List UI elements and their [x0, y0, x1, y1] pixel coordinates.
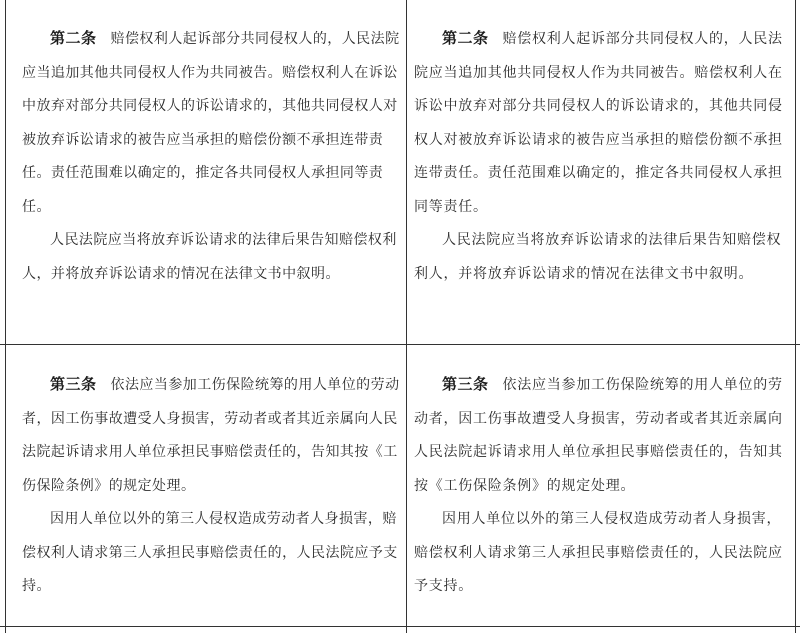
- table-border-left: [5, 0, 6, 633]
- article-paragraph: [22, 503, 400, 604]
- table-border-right: [795, 0, 796, 633]
- article-number: 第三条: [442, 375, 489, 393]
- article-text: 依法应当参加工伤保险统筹的用人单位的劳动者，因工伤事故遭受人身损害，劳动者或者其近亲属向人民法院起诉请求用人单位承担民事赔偿责任的，告知其按《工伤保险条例》的规定处理。: [22, 377, 400, 494]
- article-text: 赔偿权利人起诉部分共同侵权人的，人民法院应当追加其他共同侵权人作为共同被告。赔偿权利人在诉讼中放弃对部分共同侵权人的诉讼请求的，其他共同侵权人对被放弃诉讼请求的被告应当承担的赔偿份额不承担连带责任。责任范围难以确定的，推定各共同侵权人承担同等责任。: [22, 31, 400, 215]
- article-paragraph: [414, 22, 786, 224]
- article-number: 第三条: [50, 375, 97, 393]
- article-paragraph: [22, 368, 400, 503]
- cell-article-2-right: [414, 22, 786, 291]
- article-text: 人民法院应当将放弃诉讼请求的法律后果告知赔偿权利人，并将放弃诉讼请求的情况在法律文书中叙明。: [22, 232, 397, 282]
- table-row-divider-bottom: [0, 626, 800, 627]
- cell-article-2-left: [22, 22, 400, 291]
- article-paragraph: [414, 224, 786, 291]
- article-paragraph: [414, 368, 786, 503]
- article-text: 因用人单位以外的第三人侵权造成劳动者人身损害，赔偿权利人请求第三人承担民事赔偿责任的，人民法院应予支持。: [414, 511, 783, 594]
- table-column-divider: [406, 0, 407, 633]
- article-paragraph: [414, 503, 786, 604]
- cell-article-3-left: [22, 368, 400, 604]
- article-text: 因用人单位以外的第三人侵权造成劳动者人身损害，赔偿权利人请求第三人承担民事赔偿责任的，人民法院应予支持。: [22, 511, 398, 594]
- article-text: 赔偿权利人起诉部分共同侵权人的，人民法院应当追加其他共同侵权人作为共同被告。赔偿权利人在诉讼中放弃对部分共同侵权人的诉讼请求的，其他共同侵权人对被放弃诉讼请求的被告应当承担的赔偿份额不承担连带责任。责任范围难以确定的，推定各共同侵权人承担同等责任。: [414, 31, 783, 215]
- cell-article-3-right: [414, 368, 786, 604]
- table-row-divider: [0, 344, 800, 345]
- article-text: 人民法院应当将放弃诉讼请求的法律后果告知赔偿权利人，并将放弃诉讼请求的情况在法律文书中叙明。: [414, 232, 782, 282]
- article-paragraph: [22, 22, 400, 224]
- article-number: 第二条: [442, 29, 489, 47]
- article-number: 第二条: [50, 29, 97, 47]
- article-text: 依法应当参加工伤保险统筹的用人单位的劳动者，因工伤事故遭受人身损害，劳动者或者其近亲属向人民法院起诉请求用人单位承担民事赔偿责任的，告知其按《工伤保险条例》的规定处理。: [414, 377, 783, 494]
- article-paragraph: [22, 224, 400, 291]
